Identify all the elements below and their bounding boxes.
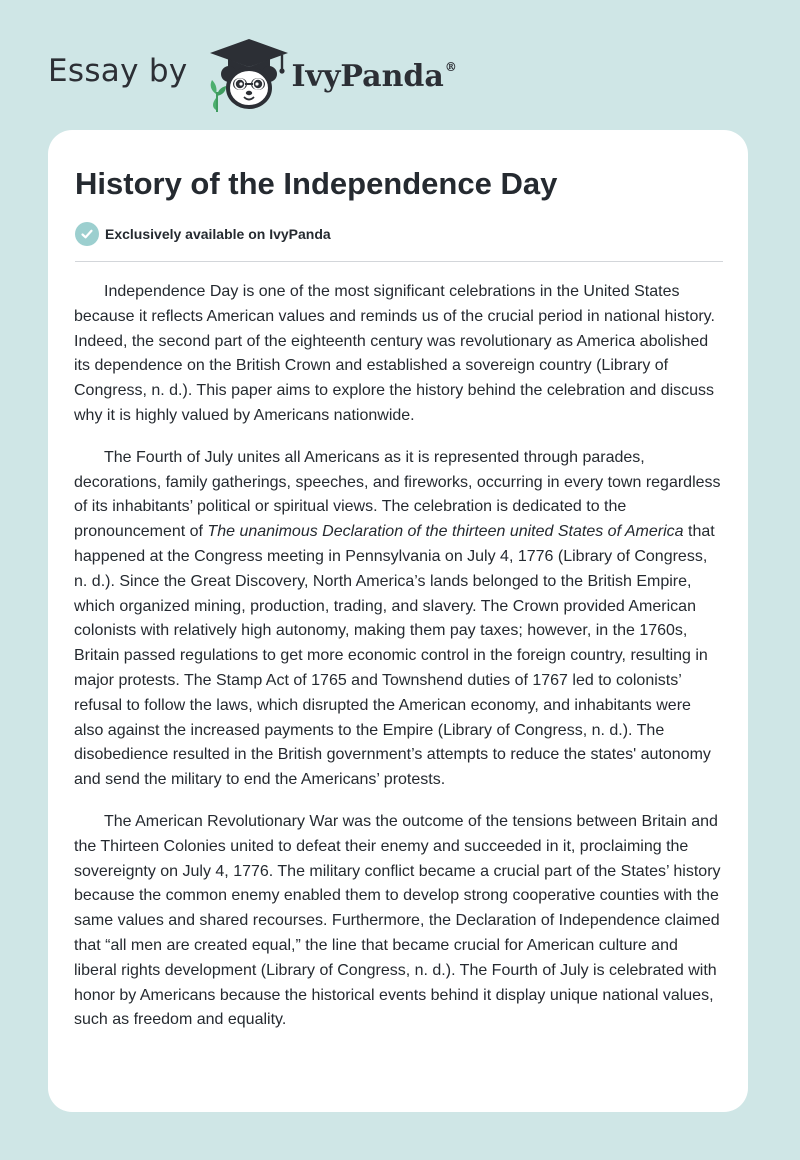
paragraph-2 bbox=[74, 446, 724, 793]
essay-by-label: Essay by bbox=[48, 53, 188, 89]
panda-logo-icon[interactable] bbox=[204, 36, 294, 112]
paragraph-2-text-a: The Fourth of July unites all Americans as it is represented through parades, decorations, family gatherings, speeches, and fireworks, occurring in every town regardless of its inhabitants’ political or spiritual views. The celebration is dedicated to the pronouncement of bbox=[74, 448, 721, 541]
declaration-title: The unanimous Declaration of the thirteen united States of America bbox=[207, 523, 684, 541]
paragraph-1: Independence Day is one of the most significant celebrations in the United States because it reflects American values and reminds us of the crucial period in national history. Indeed, the second part of the eighteenth century was revolutionary as America abolished its dependence on the British Crown and established a sovereign country (Library of Congress, n. d.). This paper aims to explore the history behind the celebration and discuss why it is highly valued by Americans nationwide. bbox=[74, 283, 715, 424]
site-header bbox=[48, 34, 457, 114]
essay-card bbox=[48, 130, 748, 1112]
essay-body bbox=[74, 280, 724, 1050]
exclusive-badge bbox=[75, 222, 331, 246]
paragraph-2-text-b: that happened at the Congress meeting in Pennsylvania on July 4, 1776 (Library of Congress, n. d.). Since the Great Discovery, North America’s lands belonged to the British Empire, which organized mining, production, trading, and slavery. The Crown provided American colonists with relatively high autonomy, making them pay taxes; however, in the 1760s, Britain passed regulations to get more economic control in the foreign country, resulting in major protests. The Stamp Act of 1765 and Townshend duties of 1767 led to colonists’ refusal to follow the laws, which disrupted the American economy, and inhabitants were also against the increased payments to the Empire (Library of Congress, n. d.). The disobedience resulted in the British government’s attempts to reduce the states' autonomy and send the military to end the Americans’ protests. bbox=[74, 523, 715, 789]
paragraph-3: The American Revolutionary War was the outcome of the tensions between Britain and the Thirteen Colonies united to defeat their enemy and succeeded in it, proclaiming the sovereignty on July 4, 1776. The military conflict became a crucial part of the States’ history because the common enemy enabled them to develop strong cooperative counties with the same values and shared recourses. Furthermore, the Declaration of Independence claimed that “all men are created equal,” the line that became crucial for American culture and liberal rights development (Library of Congress, n. d.). The Fourth of July is celebrated with honor by Americans because the historical events behind it display unique national values, such as freedom and equality. bbox=[74, 812, 721, 1029]
brand-name-text: IvyPanda bbox=[291, 58, 444, 94]
trademark-symbol: ® bbox=[444, 59, 457, 74]
brand-name[interactable] bbox=[292, 59, 457, 94]
check-icon bbox=[75, 222, 99, 246]
exclusive-badge-text: Exclusively available on IvyPanda bbox=[105, 226, 331, 242]
page-title: History of the Independence Day bbox=[75, 166, 558, 201]
divider bbox=[75, 261, 723, 262]
